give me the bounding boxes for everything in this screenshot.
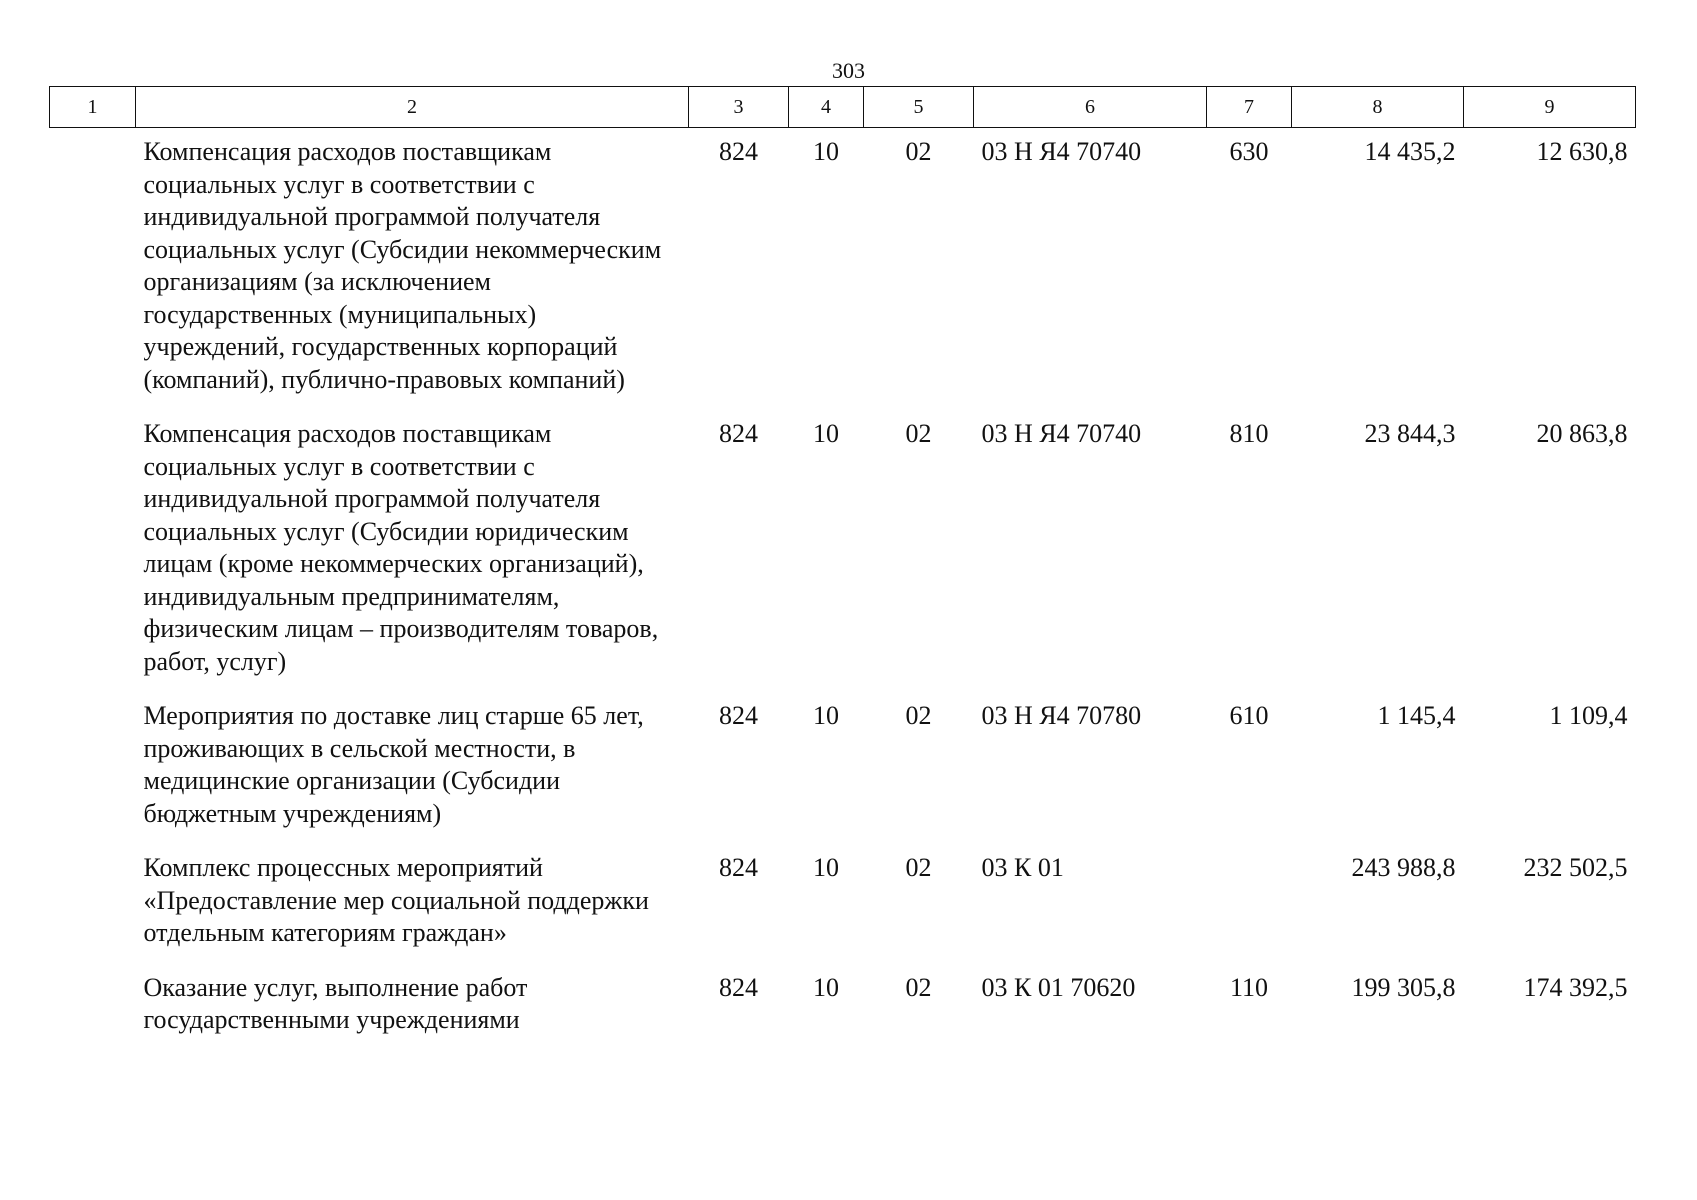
- budget-table: [49, 86, 1636, 1051]
- cell-expense-type: 630: [1229, 137, 1269, 166]
- table-row: [50, 410, 1636, 692]
- header-col-8: 8: [1292, 87, 1464, 128]
- cell-subsection-code: 02: [905, 701, 932, 730]
- cell-ministry-code: 824: [719, 972, 758, 1002]
- cell-amount-col9: 174 392,5: [1523, 972, 1628, 1002]
- row-number-cell: [50, 128, 136, 411]
- row-number-cell: [50, 844, 136, 964]
- table-row: [50, 692, 1636, 844]
- cell-target-article: 03 К 01: [981, 853, 1064, 882]
- cell-expense-type: 810: [1229, 419, 1269, 448]
- cell-section-code: 10: [813, 972, 839, 1002]
- cell-amount-col8: 14 435,2: [1364, 137, 1456, 166]
- header-col-5: 5: [864, 87, 974, 128]
- cell-target-article: 03 Н Я4 70740: [981, 419, 1142, 448]
- cell-amount-col9: 1 109,4: [1549, 701, 1628, 730]
- cell-subsection-code: 02: [905, 137, 932, 166]
- row-description: Комплекс процессных мероприятий «Предоставление мер социальной поддержки отдельным категориям граждан»: [143, 853, 649, 947]
- cell-target-article: 03 Н Я4 70780: [981, 701, 1142, 730]
- cell-ministry-code: 824: [719, 701, 758, 730]
- row-number-cell: [50, 410, 136, 692]
- cell-amount-col8: 243 988,8: [1351, 853, 1456, 882]
- cell-section-code: 10: [813, 701, 839, 730]
- cell-expense-type: [1207, 844, 1292, 964]
- header-col-2: 2: [136, 87, 689, 128]
- cell-subsection-code: 02: [905, 972, 932, 1002]
- header-col-3: 3: [689, 87, 789, 128]
- cell-subsection-code: 02: [905, 853, 932, 882]
- cell-expense-type: 110: [1229, 972, 1269, 1002]
- header-col-6: 6: [974, 87, 1207, 128]
- cell-target-article: 03 К 01 70620: [981, 972, 1136, 1002]
- header-row: [50, 87, 1636, 128]
- cell-subsection-code: 02: [905, 419, 932, 448]
- cell-section-code: 10: [813, 853, 839, 882]
- cell-ministry-code: 824: [719, 853, 758, 882]
- cell-ministry-code: 824: [719, 419, 758, 448]
- cell-amount-col9: 12 630,8: [1536, 137, 1628, 166]
- row-description: Компенсация расходов поставщикам социальных услуг в соответствии с индивидуальной программой получателя социальных услуг (Субсидии некоммерческим организациям (за исключением государственных (муниципальных) учреждений, государственных корпораций (компаний), публично-правовых компаний): [143, 137, 662, 394]
- cell-amount-col8: 23 844,3: [1364, 419, 1456, 448]
- cell-amount-col9: 232 502,5: [1523, 853, 1628, 882]
- cell-section-code: 10: [813, 137, 839, 166]
- row-number-cell: [50, 692, 136, 844]
- header-col-1: 1: [50, 87, 136, 128]
- header-col-4: 4: [789, 87, 864, 128]
- row-description: Мероприятия по доставке лиц старше 65 лет, проживающих в сельской местности, в медицинские организации (Субсидии бюджетным учреждениям): [143, 701, 644, 828]
- row-description: Компенсация расходов поставщикам социальных услуг в соответствии с индивидуальной программой получателя социальных услуг (Субсидии юридическим лицам (кроме некоммерческих организаций), индивидуальным предпринимателям, физическим лицам – производителям товаров, работ, услуг): [143, 419, 659, 676]
- cell-amount-col9: 20 863,8: [1536, 419, 1628, 448]
- cell-amount-col8: 199 305,8: [1351, 972, 1456, 1002]
- header-col-7: 7: [1207, 87, 1292, 128]
- table-row: [50, 844, 1636, 964]
- table-row: [50, 964, 1636, 1051]
- cell-amount-col8: 1 145,4: [1377, 701, 1456, 730]
- page-number: 303: [832, 58, 865, 83]
- cell-section-code: 10: [813, 419, 839, 448]
- cell-ministry-code: 824: [719, 137, 758, 166]
- row-number-cell: [50, 964, 136, 1051]
- table-row: [50, 128, 1636, 411]
- cell-target-article: 03 Н Я4 70740: [981, 137, 1142, 166]
- cell-expense-type: 610: [1229, 701, 1269, 730]
- header-col-9: 9: [1464, 87, 1636, 128]
- row-description: Оказание услуг, выполнение работ государственными учреждениями: [143, 972, 528, 1034]
